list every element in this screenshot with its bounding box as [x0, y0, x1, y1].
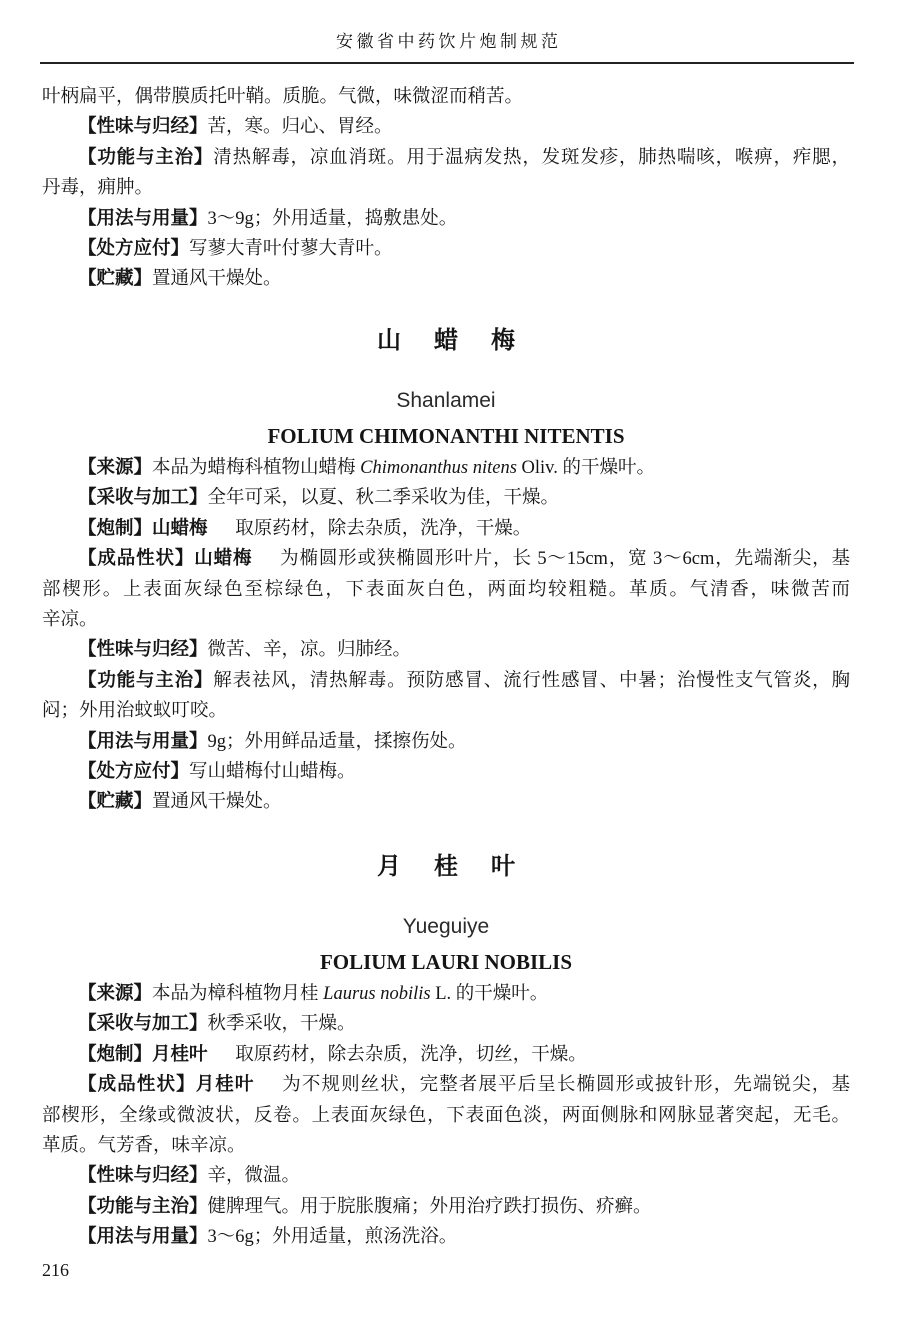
text-line: [42, 1101, 850, 1131]
properties-label: 【性味与归经】: [78, 1165, 208, 1187]
text-line: [42, 112, 850, 142]
source-label: 【来源】: [78, 983, 153, 1004]
usage-text: 3～9g；外用适量，捣敷患处。: [207, 208, 458, 229]
text-line: [42, 204, 850, 234]
source-text-end: L. 的干燥叶。: [430, 984, 549, 1004]
text-line: [42, 1222, 850, 1252]
previous-entry-tail: [42, 82, 850, 295]
usage-paragraph: [42, 1222, 850, 1252]
processing-text: 取原药材，除去杂质，洗净，干燥。: [235, 518, 532, 539]
source-text: 本品为樟科植物月桂: [152, 984, 324, 1004]
text-line: [42, 635, 850, 665]
continuation-line: [42, 82, 850, 112]
description-text: 为不规则丝状，完整者展平后呈长椭圆形或披针形，先端锐尖，基: [282, 1075, 850, 1096]
description-text: 革质。气芳香，味辛凉。: [42, 1135, 246, 1156]
description-paragraph: [42, 1070, 850, 1161]
page-number: 216: [42, 1260, 69, 1280]
text-line: [42, 143, 850, 173]
harvest-paragraph: [42, 483, 850, 513]
properties-paragraph: [42, 1161, 850, 1191]
source-text-end: Oliv. 的干燥叶。: [516, 458, 655, 478]
functions-text: 健脾理气。用于脘胀腹痛；外用治疗跌打损伤、疥癣。: [207, 1196, 652, 1217]
source-text: 本品为蜡梅科植物山蜡梅: [152, 458, 361, 478]
harvest-paragraph: [42, 1009, 850, 1039]
properties-paragraph: [42, 112, 850, 142]
text-line: [42, 1070, 850, 1100]
functions-label: 【功能与主治】: [78, 146, 214, 168]
functions-text: 闷；外用治蚊蚁叮咬。: [42, 701, 228, 722]
description-term: 山蜡梅: [194, 548, 253, 570]
usage-label: 【用法与用量】: [78, 207, 208, 229]
description-paragraph: [42, 544, 850, 635]
continuation-text: 叶柄扁平，偶带膜质托叶鞘。质脆。气微，味微涩而稍苦。: [42, 87, 524, 107]
text-line: [42, 575, 850, 605]
text-line: [42, 666, 850, 696]
prescription-label: 【处方应付】: [78, 760, 190, 782]
prescription-text: 写山蜡梅付山蜡梅。: [189, 761, 356, 782]
properties-text: 苦，寒。归心、胃经。: [207, 117, 393, 138]
prescription-paragraph: [42, 234, 850, 264]
description-text: 部楔形，全缘或微波状，反卷。上表面灰绿色，下表面色淡，两面侧脉和网脉显著突起，无毛。: [42, 1105, 850, 1126]
text-line: [42, 544, 850, 574]
source-paragraph: [42, 453, 850, 483]
prescription-label: 【处方应付】: [78, 237, 190, 259]
functions-text: 清热解毒，凉血消斑。用于温病发热，发斑发疹，肺热喘咳，喉痹，痄腮，: [213, 147, 850, 168]
properties-label: 【性味与归经】: [78, 639, 208, 661]
text-line: [42, 696, 850, 726]
processing-paragraph: [42, 514, 850, 544]
text-line: [42, 1040, 850, 1070]
harvest-text: 全年可采，以夏、秋二季采收为佳，干燥。: [207, 488, 560, 509]
storage-text: 置通风干燥处。: [152, 792, 282, 813]
entry-latin-name: FOLIUM CHIMONANTHI NITENTIS: [267, 424, 625, 448]
description-label: 【成品性状】: [78, 1074, 196, 1096]
harvest-label: 【采收与加工】: [78, 1013, 208, 1035]
text-line: [42, 757, 850, 787]
functions-label: 【功能与主治】: [78, 1195, 208, 1217]
processing-label: 【炮制】: [78, 1043, 153, 1065]
header-rule: [40, 62, 854, 64]
properties-text: 辛，微温。: [207, 1166, 301, 1187]
text-line: [42, 1009, 850, 1039]
text-line: [42, 453, 850, 483]
entry-pinyin: Yueguiye: [402, 915, 490, 938]
functions-label: 【功能与主治】: [78, 669, 214, 691]
entry-yueguiye: [42, 846, 850, 1253]
usage-label: 【用法与用量】: [78, 1226, 208, 1248]
functions-paragraph: [42, 143, 850, 204]
entry-pinyin: Shanlamei: [396, 389, 496, 412]
functions-text: 丹毒，痈肿。: [42, 178, 154, 199]
processing-term: 山蜡梅: [152, 517, 208, 539]
harvest-text: 秋季采收，干燥。: [207, 1014, 356, 1035]
prescription-paragraph: [42, 757, 850, 787]
source-label: 【来源】: [78, 457, 153, 478]
processing-paragraph: [42, 1040, 850, 1070]
description-term: 月桂叶: [195, 1074, 255, 1096]
entry-body: [42, 979, 850, 1253]
usage-paragraph: [42, 727, 850, 757]
text-line: [42, 787, 850, 817]
entry-latin-name: FOLIUM LAURI NOBILIS: [319, 950, 573, 974]
processing-label: 【炮制】: [78, 517, 153, 539]
text-line: [42, 514, 850, 544]
processing-term: 月桂叶: [152, 1043, 208, 1065]
prescription-text: 写蓼大青叶付蓼大青叶。: [189, 238, 393, 259]
description-text: 部楔形。上表面灰绿色至棕绿色，下表面灰白色，两面均较粗糙。革质。气清香，味微苦而: [42, 579, 850, 600]
text-line: [42, 1131, 850, 1161]
usage-text: 3～6g；外用适量，煎汤洗浴。: [207, 1227, 458, 1248]
text-line: [42, 264, 850, 294]
species-name: Laurus nobilis: [323, 984, 431, 1004]
storage-paragraph: [42, 787, 850, 817]
storage-text: 置通风干燥处。: [152, 269, 282, 290]
text-line: [42, 1161, 850, 1191]
storage-label: 【贮藏】: [78, 268, 153, 290]
entry-body: [42, 453, 850, 818]
description-text: 为椭圆形或狭椭圆形叶片，长 5～15cm，宽 3～6cm，先端渐尖，基: [280, 549, 850, 570]
source-paragraph: [42, 979, 850, 1009]
harvest-label: 【采收与加工】: [78, 487, 208, 509]
text-line: [42, 483, 850, 513]
storage-paragraph: [42, 264, 850, 294]
processing-text: 取原药材，除去杂质，洗净，切丝，干燥。: [235, 1044, 587, 1065]
properties-text: 微苦、辛，凉。归肺经。: [207, 640, 412, 661]
text-line: [42, 173, 850, 203]
text-line: [42, 979, 850, 1009]
text-line: [42, 605, 850, 635]
description-text: 辛凉。: [42, 609, 98, 630]
text-line: [42, 727, 850, 757]
entry-title: 月桂叶: [377, 852, 548, 880]
running-header-title: 安徽省中药饮片炮制规范: [336, 32, 562, 51]
species-name: Chimonanthus nitens: [360, 458, 517, 478]
description-label: 【成品性状】: [78, 548, 195, 570]
properties-paragraph: [42, 635, 850, 665]
properties-label: 【性味与归经】: [78, 116, 208, 138]
usage-label: 【用法与用量】: [78, 730, 208, 752]
text-line: [42, 1192, 850, 1222]
storage-label: 【贮藏】: [78, 791, 153, 813]
usage-paragraph: [42, 204, 850, 234]
functions-text: 解表祛风，清热解毒。预防感冒、流行性感冒、中暑；治慢性支气管炎，胸: [213, 670, 850, 691]
usage-text: 9g；外用鲜品适量，揉擦伤处。: [207, 731, 467, 752]
functions-paragraph: [42, 1192, 850, 1222]
text-line: [42, 234, 850, 264]
entry-shanlamei: [42, 320, 850, 818]
entry-title: 山蜡梅: [377, 326, 548, 354]
functions-paragraph: [42, 666, 850, 727]
